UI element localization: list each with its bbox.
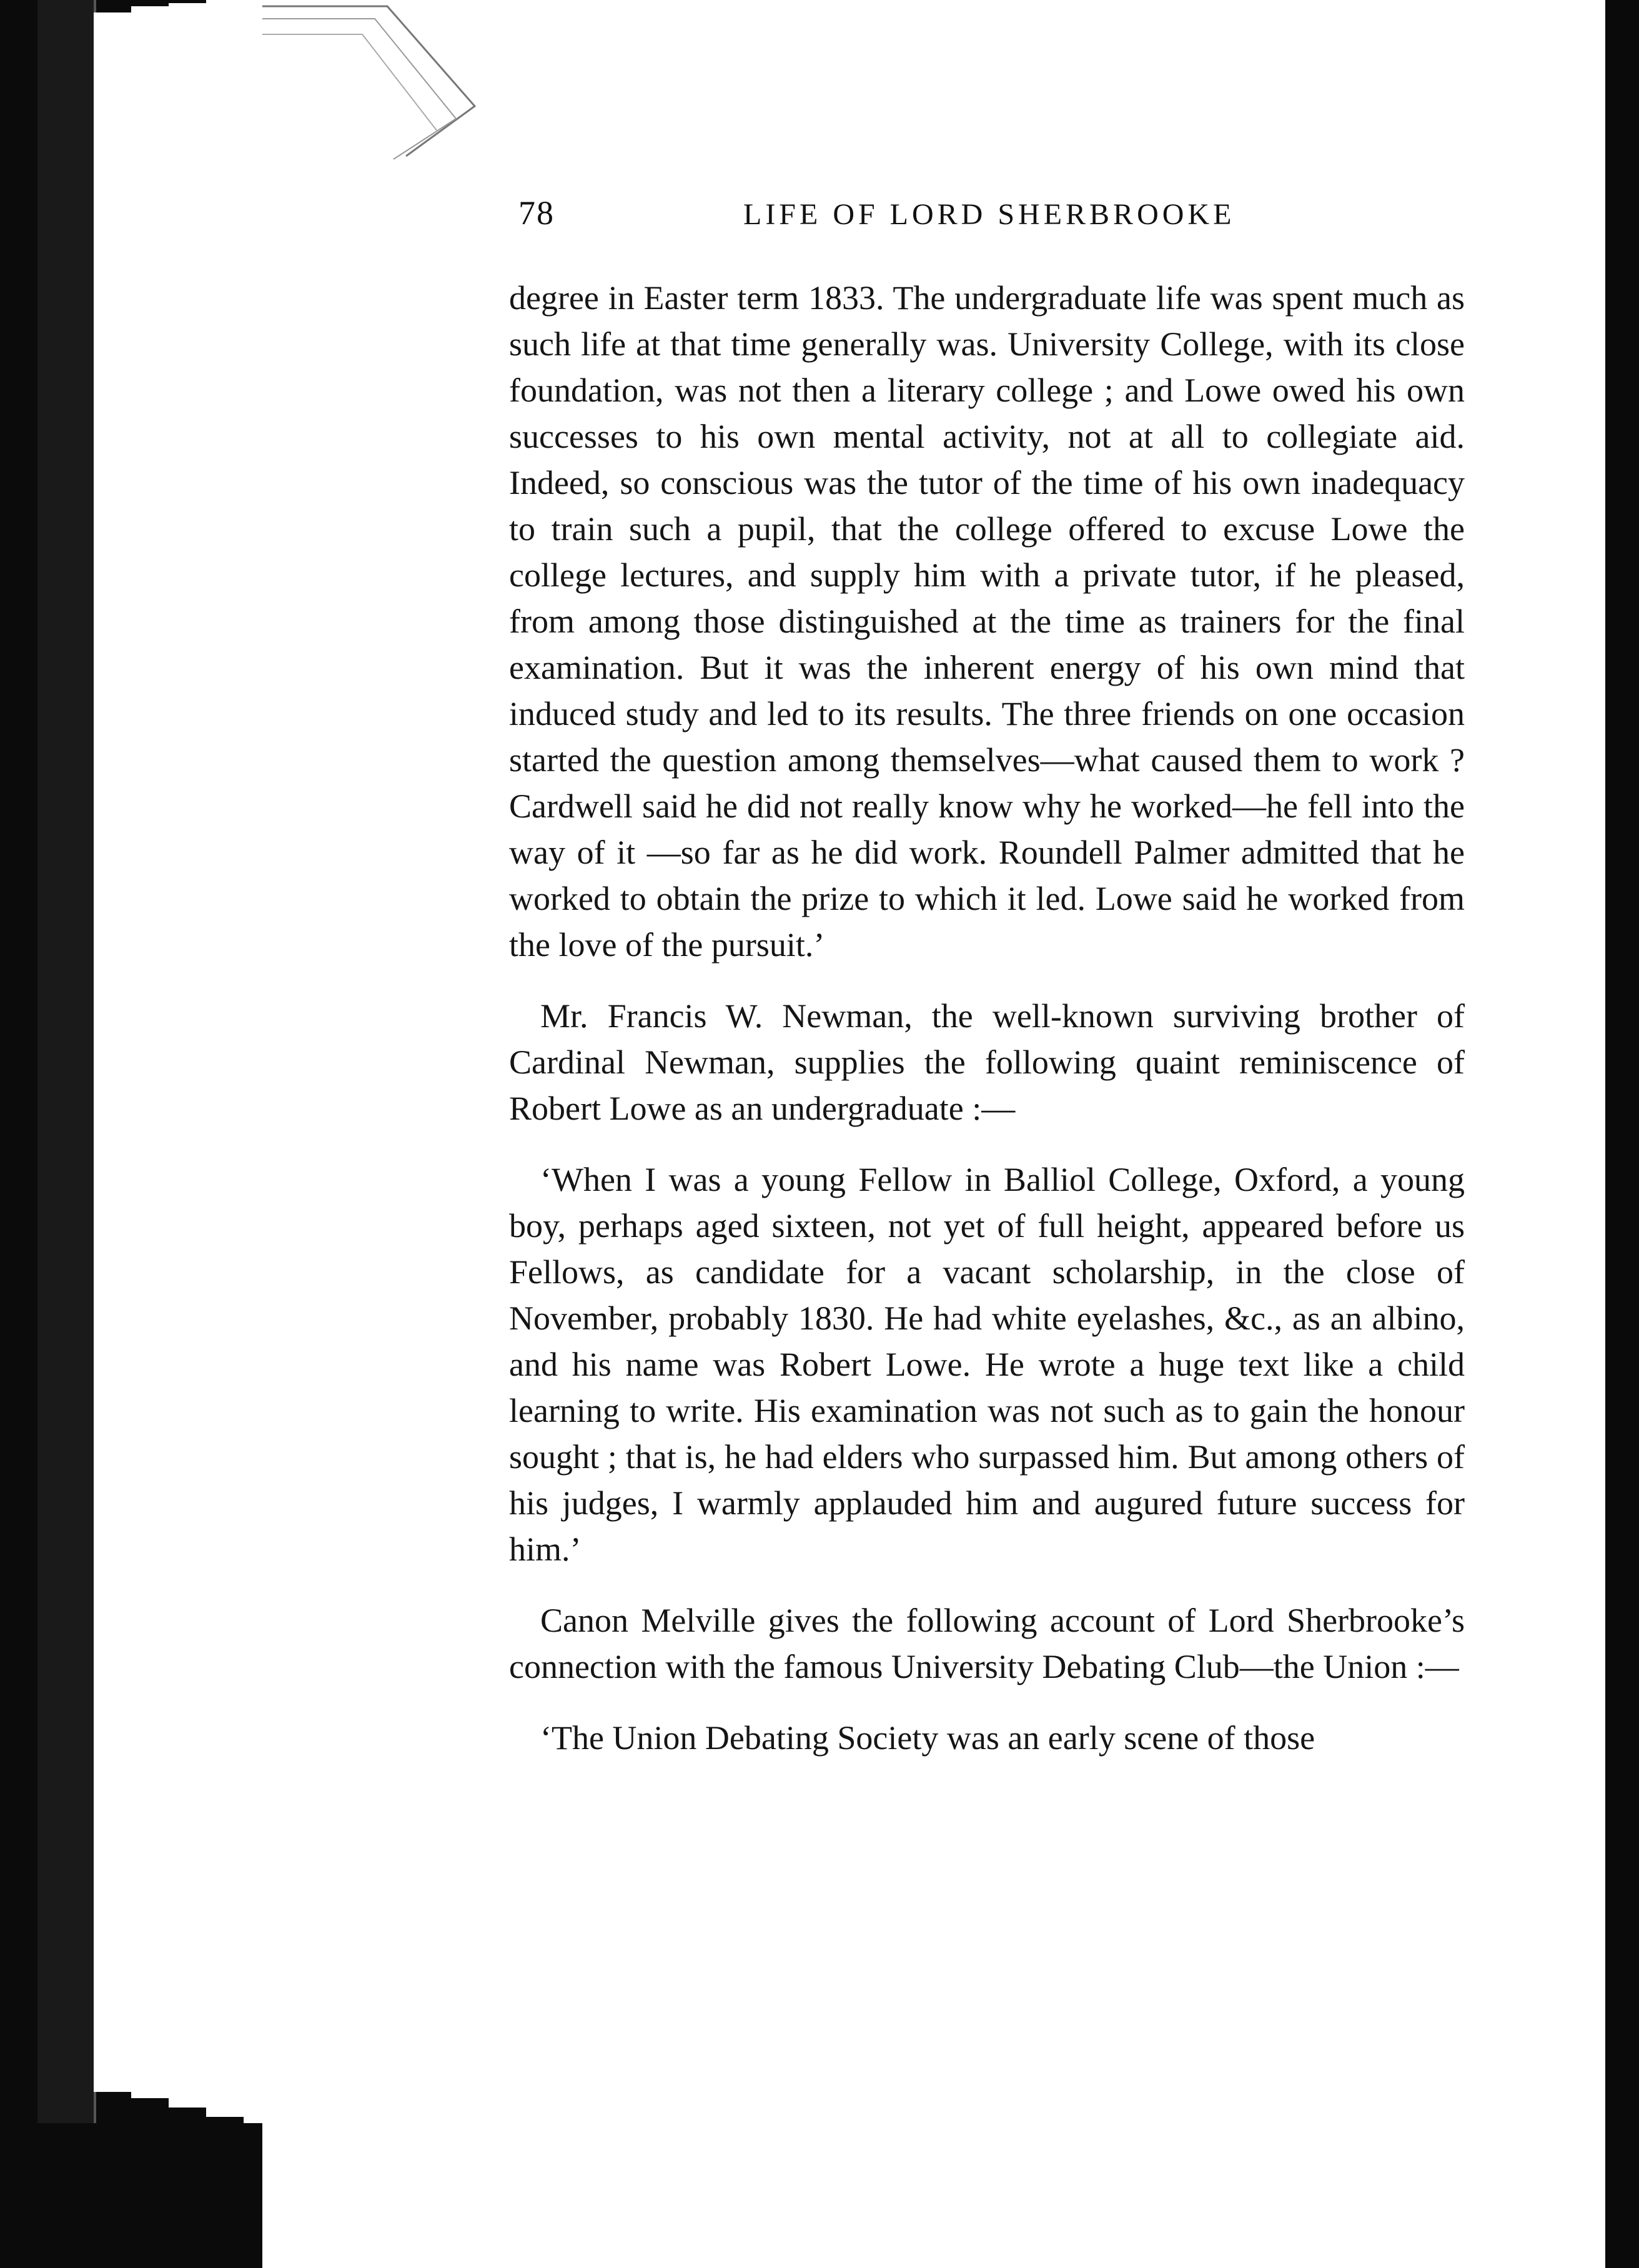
paragraph: Canon Melville gives the following account of Lord Sherbrooke’s connection with the famous University Debating Club—the Union :— [509,1602,1465,1685]
paragraph: Mr. Francis W. Newman, the well-known surviving brother of Cardinal Newman, supplies the following quaint reminiscence of Robert Lowe as an undergraduate :— [509,997,1465,1127]
folded-page-corners [262,0,487,162]
right-background [1605,0,1639,2268]
paragraph: degree in Easter term 1833. The undergraduate life was spent much as such life at that time generally was. University College, with its close foundation, was not then a literary college ; and Lowe owed his own successes to his own mental activity, not at all to collegiate aid. Indeed, so conscious was the tutor of the time of his own inadequacy to train such a pupil, that the college offered to excuse Lowe the college lectures, and supply him with a private tutor, if he pleased, from among those distinguished at the time as trainers for the final examination. But it was the inherent energy of his own mind that induced study and led to its results. The three friends on one occasion started the question among themselves—what caused them to work ? Cardwell said he did not really know why he worked—he fell into the way of it —so far as he did work. Roundell Palmer admitted that he worked to obtain the prize to which it led. Lowe said he worked from the love of the pursuit.’ [509,279,1465,964]
running-head: LIFE OF LORD SHERBROOKE [743,198,1235,231]
page-edge [206,0,245,2117]
page-edge [169,3,208,2108]
body-text [509,275,1465,1761]
quote-paragraph: ‘When I was a young Fellow in Balliol College, Oxford, a young boy, perhaps aged sixteen, not yet of full height, appeared before us Fellows, as candidate for a vacant scholarship, in the close of November, probably 1830. He had white eyelashes, &c., as an albino, and his name was Robert Lowe. He wrote a huge text like a child learning to write. His examination was not such as to gain the honour sought ; that is, he had elders who surpassed him. But among others of his judges, I warmly applauded him and augured future success for him.’ [509,1161,1465,1568]
page-edge [131,6,171,2098]
page-number: 78 [518,194,555,232]
quote-paragraph: ‘The Union Debating Society was an early scene of those [540,1719,1315,1757]
page-header [518,194,1468,244]
page-edge [94,12,133,2092]
